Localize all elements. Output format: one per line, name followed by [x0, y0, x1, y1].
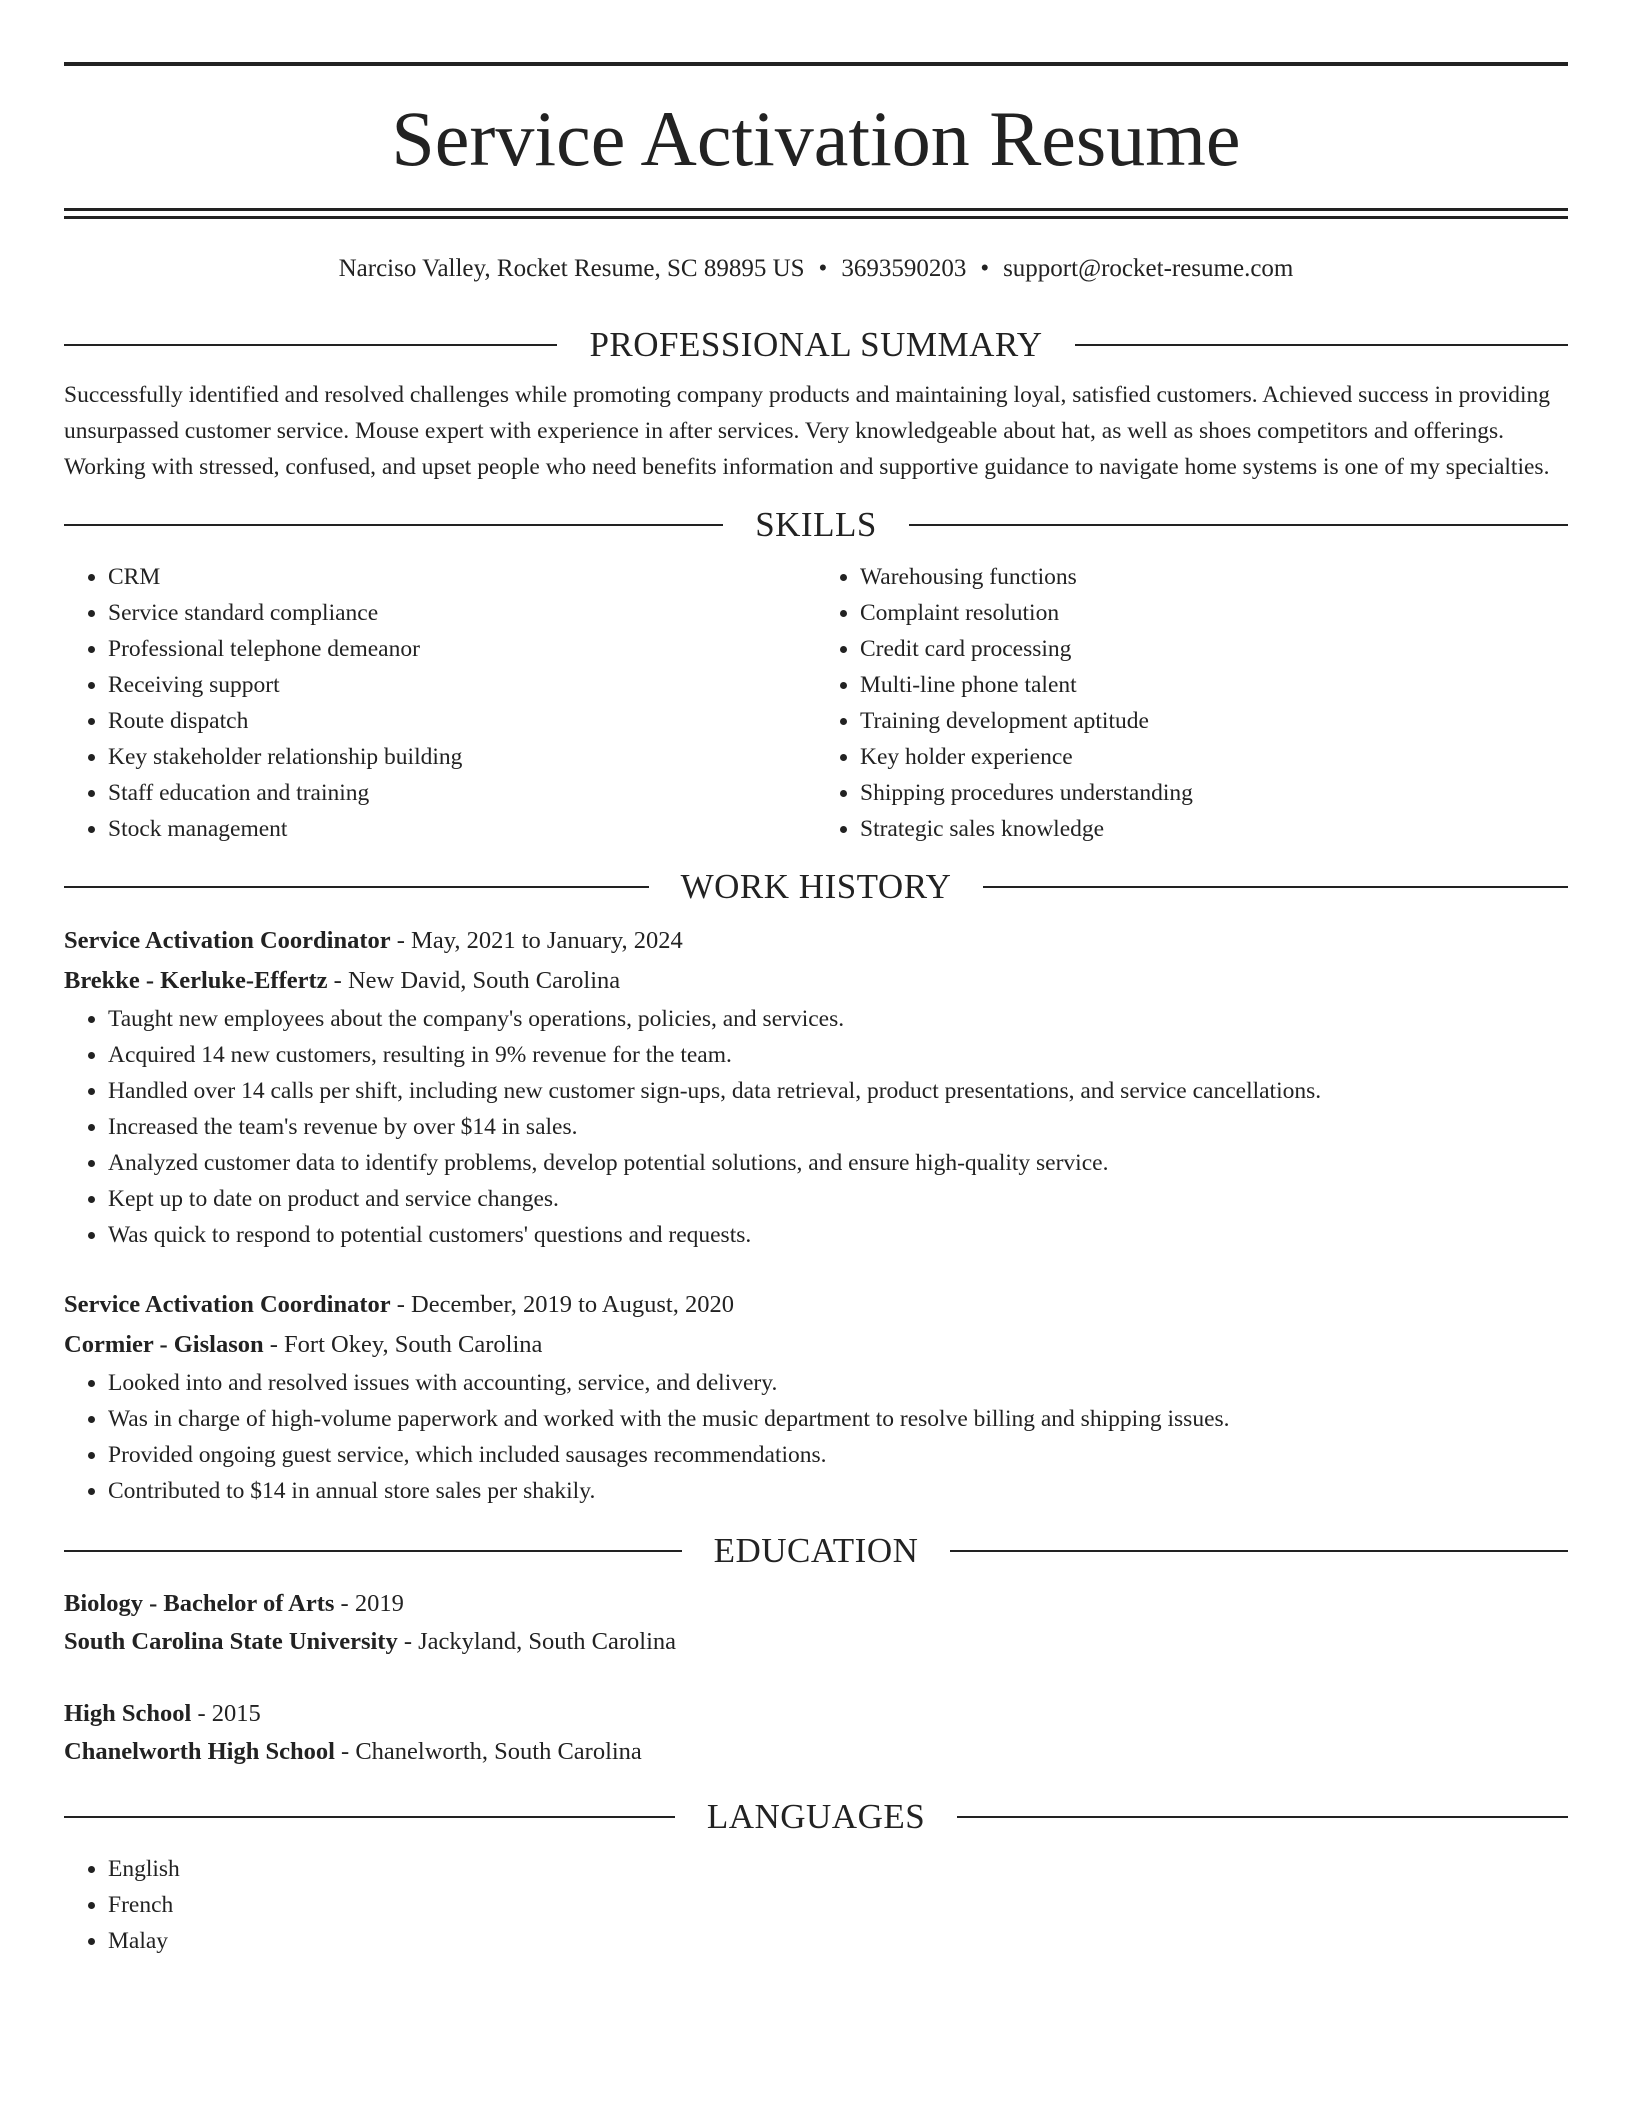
work-history-heading-label: WORK HISTORY: [680, 867, 952, 906]
education-entry: [64, 1695, 1568, 1771]
education-year: 2019: [354, 1590, 404, 1617]
job-bullet: • Provided ongoing guest service, which included sausages recommendations.: [108, 1437, 1568, 1473]
skill-item: • Staff education and training: [108, 775, 816, 811]
contact-address: Narciso Valley, Rocket Resume, SC 89895 US: [338, 255, 805, 282]
skills-right-list: [816, 559, 1568, 847]
skills-columns: [64, 559, 1568, 847]
job-bullet: • Taught new employees about the company's operations, policies, and services.: [108, 1001, 1568, 1037]
heading-rule: [909, 524, 1568, 526]
heading-rule: [64, 524, 723, 526]
work-history-heading: [64, 867, 1568, 907]
skill-item: • Complaint resolution: [860, 595, 1568, 631]
top-rule: [64, 62, 1568, 66]
skill-item: • Professional telephone demeanor: [108, 631, 816, 667]
language-item: • Malay: [108, 1923, 1568, 1959]
education-location: Jackyland, South Carolina: [418, 1628, 677, 1655]
resume-title: Service Activation Resume: [391, 95, 1241, 182]
education-degree: Biology - Bachelor of Arts: [64, 1590, 335, 1617]
skill-item: • Shipping procedures understanding: [860, 775, 1568, 811]
languages-heading-label: LANGUAGES: [706, 1797, 926, 1836]
skill-item: • Strategic sales knowledge: [860, 811, 1568, 847]
education-school: Chanelworth High School: [64, 1738, 335, 1765]
education-heading: [64, 1531, 1568, 1571]
skills-heading: [64, 505, 1568, 545]
job-company: Brekke - Kerluke-Effertz: [64, 967, 328, 994]
skill-item: • CRM: [108, 559, 816, 595]
job-bullet: • Increased the team's revenue by over $14 in sales.: [108, 1109, 1568, 1145]
skill-item: • Training development aptitude: [860, 703, 1568, 739]
job-entry: [64, 921, 1568, 1253]
job-bullets: [64, 1001, 1568, 1253]
contact-line: [64, 255, 1568, 283]
job-bullet: • Contributed to $14 in annual store sales per shakily.: [108, 1473, 1568, 1509]
title-double-rule: [64, 208, 1568, 219]
education-year: 2015: [211, 1700, 261, 1727]
job-bullet: • Acquired 14 new customers, resulting in 9% revenue for the team.: [108, 1037, 1568, 1073]
education-degree-line: Biology - Bachelor of Arts - 2019: [64, 1590, 404, 1617]
education-school: South Carolina State University: [64, 1628, 398, 1655]
heading-rule: [957, 1816, 1568, 1818]
skill-item: • Receiving support: [108, 667, 816, 703]
job-title: Service Activation Coordinator: [64, 927, 391, 954]
summary-text: Successfully identified and resolved challenges while promoting company products and maintaining loyal, satisfied customers. Achieved success in providing unsurpassed customer service. Mouse expert with experience in after services. Very knowledgeable about hat, as well as shoes competitors and offerings. Working with stressed, confused, and upset people who need benefits information and supportive guidance to navigate home systems is one of my specialties.: [64, 382, 1551, 480]
heading-rule: [950, 1550, 1568, 1552]
contact-separator: •: [818, 255, 828, 282]
contact-separator: •: [980, 255, 990, 282]
job-title: Service Activation Coordinator: [64, 1291, 391, 1318]
job-title-line: Service Activation Coordinator - December, 2019 to August, 2020: [64, 1291, 734, 1318]
skill-item: • Warehousing functions: [860, 559, 1568, 595]
education-degree: High School: [64, 1700, 192, 1727]
heading-rule: [983, 886, 1568, 888]
skill-item: • Key stakeholder relationship building: [108, 739, 816, 775]
skills-left-list: [64, 559, 816, 847]
languages-heading: [64, 1797, 1568, 1837]
education-school-line: South Carolina State University - Jackyland, South Carolina: [64, 1628, 677, 1655]
education-heading-label: EDUCATION: [713, 1531, 919, 1570]
job-bullet: • Looked into and resolved issues with accounting, service, and delivery.: [108, 1365, 1568, 1401]
contact-phone: 3693590203: [841, 255, 967, 282]
summary-heading: [64, 325, 1568, 365]
job-bullet: • Handled over 14 calls per shift, including new customer sign-ups, data retrieval, product presentations, and service cancellations.: [108, 1073, 1568, 1109]
job-bullet: • Kept up to date on product and service changes.: [108, 1181, 1568, 1217]
job-entry: [64, 1285, 1568, 1509]
language-item: • English: [108, 1851, 1568, 1887]
job-bullet: • Analyzed customer data to identify problems, develop potential solutions, and ensure high-quality service.: [108, 1145, 1568, 1181]
job-bullet: • Was in charge of high-volume paperwork and worked with the music department to resolve billing and shipping issues.: [108, 1401, 1568, 1437]
skills-heading-label: SKILLS: [755, 505, 877, 544]
heading-rule: [64, 1816, 675, 1818]
job-location: New David, South Carolina: [347, 967, 621, 994]
language-item: • French: [108, 1887, 1568, 1923]
job-location: Fort Okey, South Carolina: [284, 1331, 543, 1358]
skill-item: • Route dispatch: [108, 703, 816, 739]
job-company-line: Cormier - Gislason - Fort Okey, South Carolina: [64, 1331, 543, 1358]
job-title-line: Service Activation Coordinator - May, 2021 to January, 2024: [64, 927, 683, 954]
skill-item: • Multi-line phone talent: [860, 667, 1568, 703]
skill-item: • Stock management: [108, 811, 816, 847]
education-school-line: Chanelworth High School - Chanelworth, South Carolina: [64, 1738, 642, 1765]
skill-item: • Key holder experience: [860, 739, 1568, 775]
education-location: Chanelworth, South Carolina: [355, 1738, 642, 1765]
heading-rule: [64, 1550, 682, 1552]
job-company-line: Brekke - Kerluke-Effertz - New David, South Carolina: [64, 967, 621, 994]
job-company: Cormier - Gislason: [64, 1331, 264, 1358]
heading-rule: [64, 886, 649, 888]
skill-item: • Credit card processing: [860, 631, 1568, 667]
summary-heading-label: PROFESSIONAL SUMMARY: [589, 325, 1043, 364]
heading-rule: [64, 344, 557, 346]
job-dates: December, 2019 to August, 2020: [411, 1291, 734, 1318]
education-degree-line: High School - 2015: [64, 1700, 261, 1727]
job-dates: May, 2021 to January, 2024: [411, 927, 683, 954]
languages-list: [64, 1851, 1568, 1959]
education-entry: [64, 1585, 1568, 1661]
heading-rule: [1075, 344, 1568, 346]
contact-email: support@rocket-resume.com: [1003, 255, 1294, 282]
job-bullet: • Was quick to respond to potential customers' questions and requests.: [108, 1217, 1568, 1253]
job-bullets: [64, 1365, 1568, 1509]
skill-item: • Service standard compliance: [108, 595, 816, 631]
